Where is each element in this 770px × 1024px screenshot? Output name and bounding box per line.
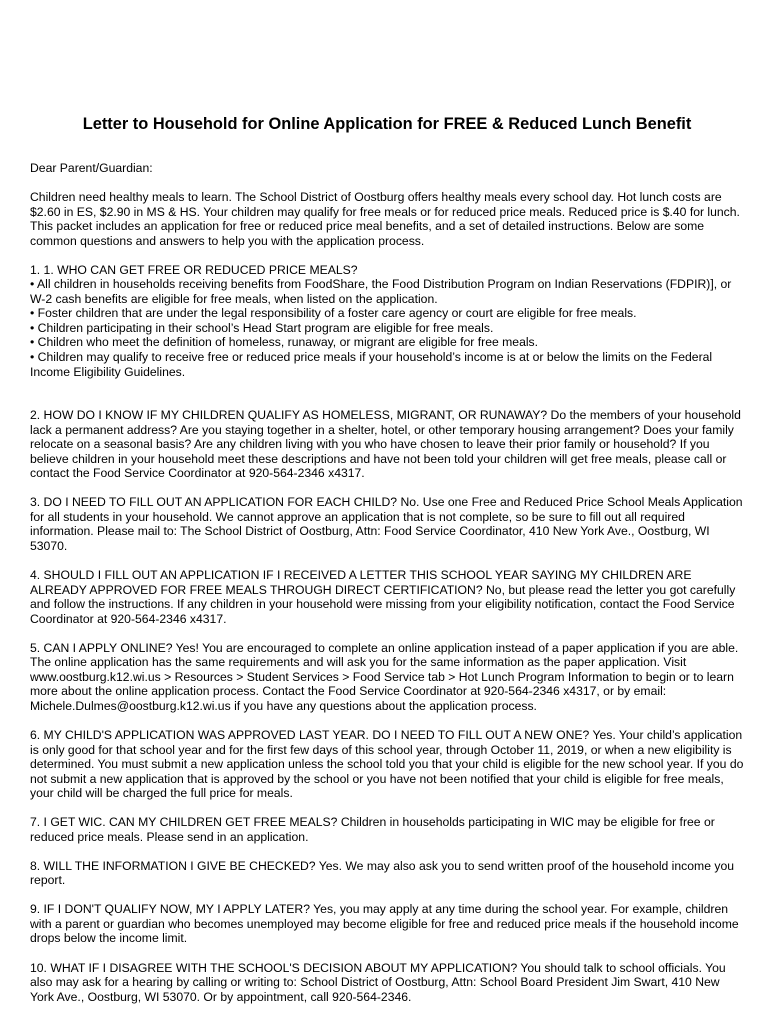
eligibility-bullet: • Children participating in their school’s Head Start program are eligible for free meals. bbox=[30, 320, 494, 335]
question-1-section bbox=[30, 263, 744, 394]
greeting: Dear Parent/Guardian: bbox=[30, 161, 153, 175]
eligibility-bullet: • Children may qualify to receive free or reduced price meals if your household’s income is at or below the limits on the Federal Income Eligibility Guidelines. bbox=[30, 350, 713, 379]
question-3: 3. DO I NEED TO FILL OUT AN APPLICATION FOR EACH CHILD? No. Use one Free and Reduced Price School Meals Application for all students in your household. We cannot approve an application that is not complete, so be sure to fill out all required information. Please mail to: The School District of Oostburg, Attn: Food Service Coordinator, 410 New York Ave., Oostburg, WI 53070. bbox=[30, 495, 743, 553]
question-4: 4. SHOULD I FILL OUT AN APPLICATION IF I RECEIVED A LETTER THIS SCHOOL YEAR SAYING MY CHILDREN ARE ALREADY APPROVED FOR FREE MEALS THROUGH DIRECT CERTIFICATION? No, but please read the letter you got carefully and follow the instructions. If any children in your household were missing from your eligibility notification, contact the Food Service Coordinator at 920-564-2346 x4317. bbox=[30, 568, 736, 626]
question-1-heading: 1. 1. WHO CAN GET FREE OR REDUCED PRICE MEALS? bbox=[30, 262, 358, 277]
question-6: 6. MY CHILD'S APPLICATION WAS APPROVED LAST YEAR. DO I NEED TO FILL OUT A NEW ONE? Yes. Your child’s application is only good for that school year and for the first few days of this school year, through October 11, 2019, or when a new eligibility is determined. You must submit a new application unless the school told you that your child is eligible for the new school year. If you do not submit a new application that is approved by the school or you have not been notified that your child is eligible for free meals, your child will be charged the full price for meals. bbox=[30, 727, 744, 801]
eligibility-bullet: • Foster children that are under the legal responsibility of a foster care agency or court are eligible for free meals. bbox=[30, 306, 637, 321]
question-5: 5. CAN I APPLY ONLINE? Yes! You are encouraged to complete an online application instead of a paper application if you are able. The online application has the same requirements and will ask you for the same information as the paper application. Visit www.oostburg.k12.wi.us > Resources > Student Services > Food Service tab > Hot Lunch Program Information to begin or to learn more about the online application process. Contact the Food Service Coordinator at 920-564-2346 x4317, or by email: Michele.Dulmes@oostburg.k12.wi.us if you have any questions about the application process. bbox=[30, 640, 739, 713]
question-9: 9. IF I DON'T QUALIFY NOW, MY I APPLY LATER? Yes, you may apply at any time during the school year. For example, children with a parent or guardian who becomes unemployed may become eligible for free and reduced price meals if the household income drops below the income limit. bbox=[30, 902, 739, 946]
question-2: 2. HOW DO I KNOW IF MY CHILDREN QUALIFY AS HOMELESS, MIGRANT, OR RUNAWAY? Do the members of your household lack a permanent address? Are you staying together in a shelter, hotel, or other temporary housing arrangement? Does your family relocate on a seasonal basis? Are any children living with you who have chosen to leave their prior family or household? If you believe children in your household meet these descriptions and have not been told your children will get free meals, please call or contact the Food Service Coordinator at 920-564-2346 x4317. bbox=[30, 408, 741, 481]
eligibility-bullet: • All children in households receiving benefits from FoodShare, the Food Distribution Program on Indian Reservations (FDPIR)], or W-2 cash benefits are eligible for free meals, when listed on the application. bbox=[30, 277, 732, 306]
question-10: 10. WHAT IF I DISAGREE WITH THE SCHOOL'S DECISION ABOUT MY APPLICATION? You should talk to school officials. You also may ask for a hearing by calling or writing to: School District of Oostburg, Attn: School Board President Jim Swart, 410 New York Ave., Oostburg, WI 53070. Or by appointment, call 920-564-2346. bbox=[30, 960, 726, 1004]
eligibility-bullet: • Children who meet the definition of homeless, runaway, or migrant are eligible for free meals. bbox=[30, 335, 539, 350]
letter-page bbox=[30, 113, 744, 1004]
section-spacer bbox=[30, 379, 744, 394]
letter-title: Letter to Household for Online Application for FREE & Reduced Lunch Benefit bbox=[82, 115, 692, 133]
intro-paragraph: Children need healthy meals to learn. The School District of Oostburg offers healthy meals every school day. Hot lunch costs are $2.60 in ES, $2.90 in MS & HS. Your children may qualify for free meals or for reduced price meals. Reduced price is $.40 for lunch. This packet includes an application for free or reduced price meal benefits, and a set of detailed instructions. Below are some common questions and answers to help you with the application process. bbox=[30, 190, 740, 248]
question-8: 8. WILL THE INFORMATION I GIVE BE CHECKED? Yes. We may also ask you to send written proof of the household income you report. bbox=[30, 858, 735, 888]
question-7: 7. I GET WIC. CAN MY CHILDREN GET FREE MEALS? Children in households participating in WIC may be eligible for free or reduced price meals. Please send in an application. bbox=[30, 815, 715, 844]
